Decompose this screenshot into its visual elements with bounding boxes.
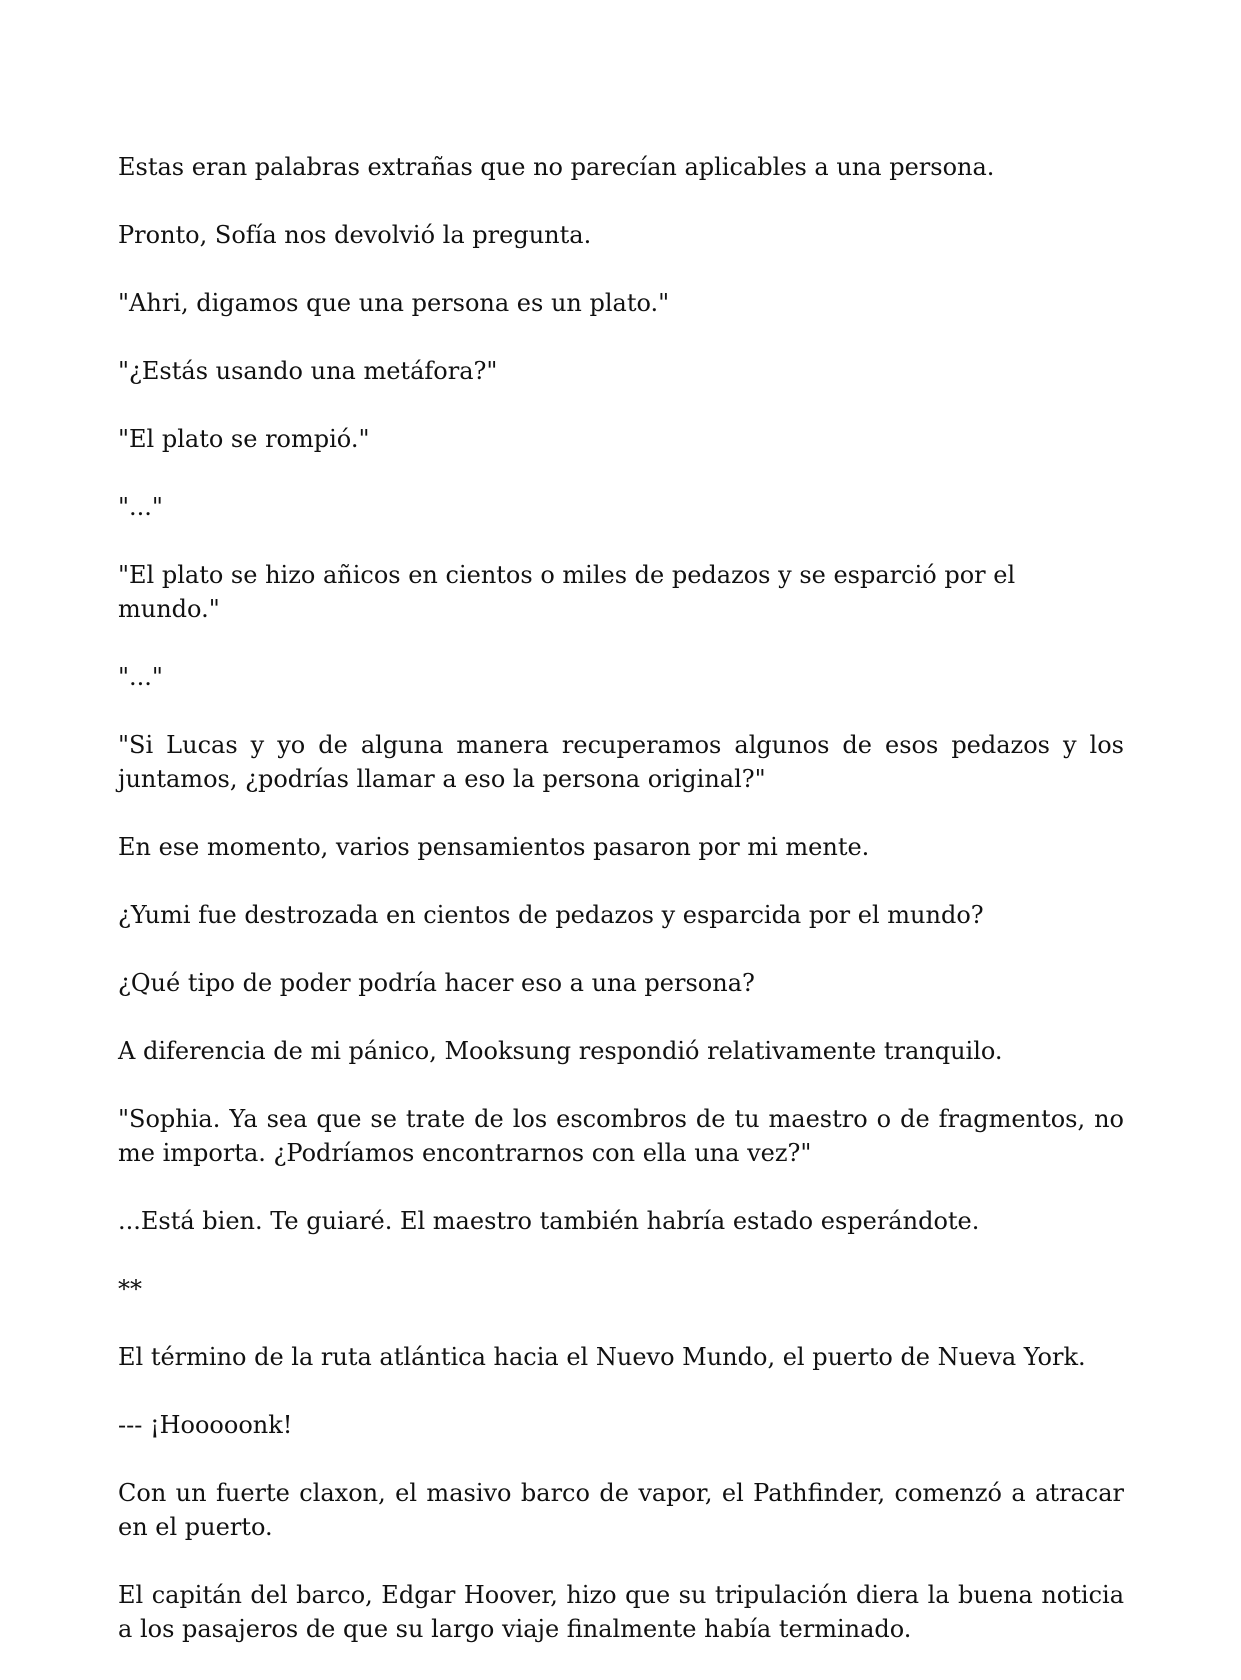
paragraph-1: Estas eran palabras extrañas que no parecían aplicables a una persona. <box>118 153 995 181</box>
paragraph-19: El capitán del barco, Edgar Hoover, hizo que su tripulación diera la buena noticia a los pasajeros de que su largo viaje finalmente había terminado. <box>118 1581 1124 1643</box>
paragraph-9: "Si Lucas y yo de alguna manera recuperamos algunos de esos pedazos y los juntamos, ¿podrías llamar a eso la persona original?" <box>118 731 1124 793</box>
paragraph-4: "¿Estás usando una metáfora?" <box>118 357 498 385</box>
paragraph-12: ¿Qué tipo de poder podría hacer eso a una persona? <box>118 969 755 997</box>
paragraph-8: "..." <box>118 663 163 691</box>
text-column <box>118 150 1124 1680</box>
paragraph-2: Pronto, Sofía nos devolvió la pregunta. <box>118 221 592 249</box>
paragraph-13: A diferencia de mi pánico, Mooksung respondió relativamente tranquilo. <box>118 1037 1003 1065</box>
paragraph-15: ...Está bien. Te guiaré. El maestro también habría estado esperándote. <box>118 1207 980 1235</box>
paragraph-6: "..." <box>118 493 163 521</box>
paragraph-14: "Sophia. Ya sea que se trate de los escombros de tu maestro o de fragmentos, no me importa. ¿Podríamos encontrarnos con ella una vez?" <box>118 1105 1124 1167</box>
paragraph-11: ¿Yumi fue destrozada en cientos de pedazos y esparcida por el mundo? <box>118 901 984 929</box>
section-separator: ** <box>118 1275 142 1303</box>
paragraph-7: "El plato se hizo añicos en cientos o miles de pedazos y se esparció por el mundo." <box>118 561 1016 623</box>
paragraph-16: El término de la ruta atlántica hacia el Nuevo Mundo, el puerto de Nueva York. <box>118 1343 1086 1371</box>
paragraph-3: "Ahri, digamos que una persona es un plato." <box>118 289 670 317</box>
paragraph-5: "El plato se rompió." <box>118 425 370 453</box>
paragraph-18: Con un fuerte claxon, el masivo barco de vapor, el Pathfinder, comenzó a atracar en el puerto. <box>118 1479 1124 1541</box>
paragraph-17: --- ¡Hooooonk! <box>118 1411 293 1439</box>
paragraph-10: En ese momento, varios pensamientos pasaron por mi mente. <box>118 833 870 861</box>
